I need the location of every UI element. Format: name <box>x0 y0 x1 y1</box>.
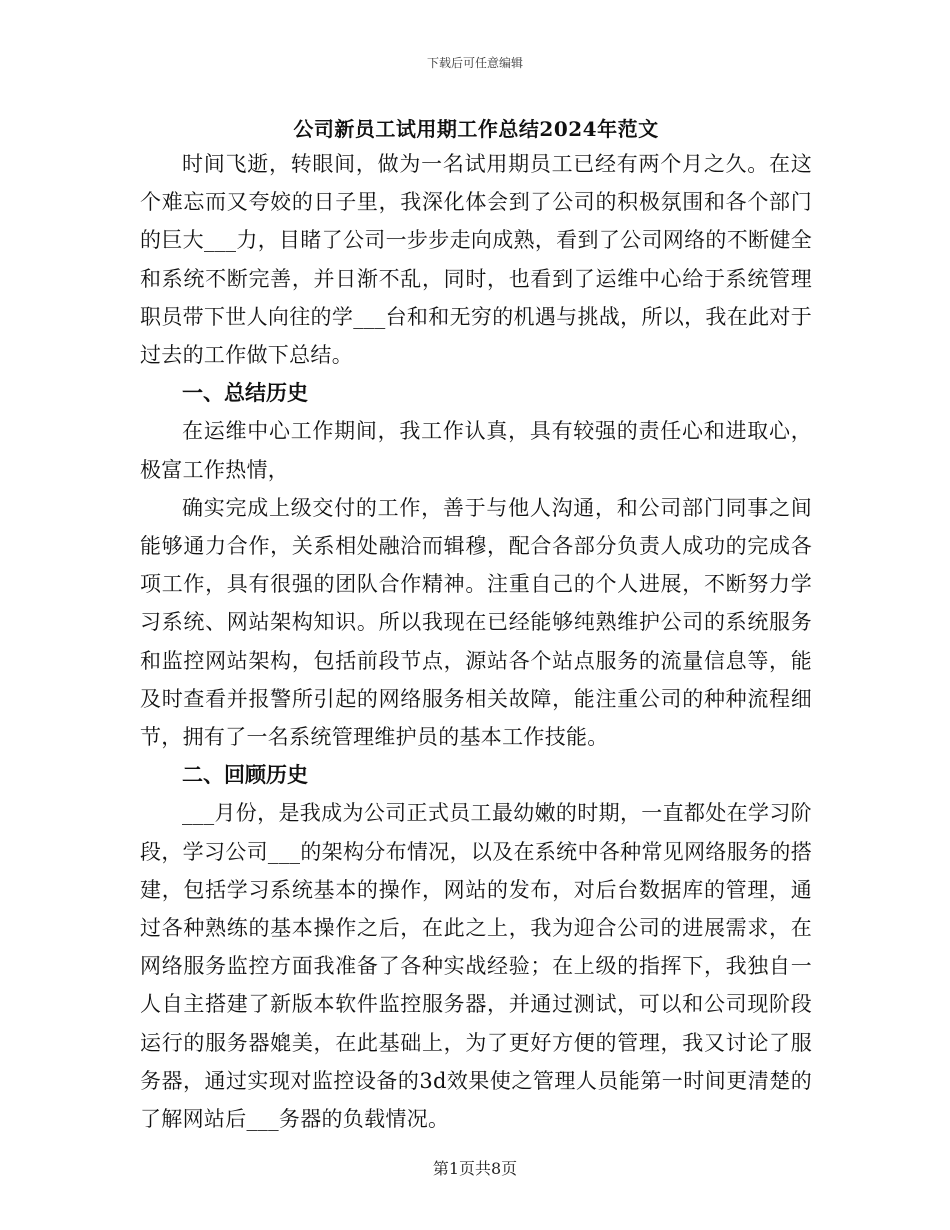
summary-paragraph-1: 在运维中心工作期间，我工作认真，具有较强的责任心和进取心，极富工作热情， <box>140 419 812 482</box>
summary-paragraph-2: 确实完成上级交付的工作，善于与他人沟通，和公司部门同事之间能够通力合作，关系相处融洽而辑穆，配合各部分负责人成功的完成各项工作，具有很强的团队合作精神。注重自己的个人进展，不断努力学习系统、网站架构知识。所以我现在已经能够纯熟维护公司的系统服务和监控网站架构，包括前段节点，源站各个站点服务的流量信息等，能及时查看并报警所引起的网络服务相关故障，能注重公司的种种流程细节，拥有了一名系统管理维护员的基本工作技能。 <box>140 495 812 750</box>
document-title: 公司新员工试用期工作总结2024年范文 <box>293 117 659 141</box>
intro-paragraph: 时间飞逝，转眼间，做为一名试用期员工已经有两个月之久。在这个难忘而又夸姣的日子里，我深化体会到了公司的积极氛围和各个部门的巨大___力，目睹了公司一步步走向成熟，看到了公司网络的不断健全和系统不断完善，并日渐不乱，同时，也看到了运维中心给于系统管理职员带下世人向往的学___台和和无穷的机遇与挑战，所以，我在此对于过去的工作做下总结。 <box>140 152 812 368</box>
section-heading-summary: 一、总结历史 <box>182 381 308 406</box>
document-body <box>140 113 812 1138</box>
section-heading-review: 二、回顾历史 <box>182 763 308 788</box>
page-number: 第1页共8页 <box>432 1159 518 1178</box>
header-note: 下载后可任意编辑 <box>426 56 523 70</box>
review-paragraph-1: ___月份，是我成为公司正式员工最幼嫩的时期，一直都处在学习阶段，学习公司___的架构分布情况，以及在系统中各种常见网络服务的搭建，包括学习系统基本的操作，网站的发布，对后台数据库的管理，通过各种熟练的基本操作之后，在此之上，我为迎合公司的进展需求，在网络服务监控方面我准备了各种实战经验；在上级的指挥下，我独自一人自主搭建了新版本软件监控服务器，并通过测试，可以和公司现阶段运行的服务器媲美，在此基础上，为了更好方便的管理，我又讨论了服务器，通过实现对监控设备的3d效果使之管理人员能第一时间更清楚的了解网站后___务器的负载情况。 <box>140 801 812 1132</box>
